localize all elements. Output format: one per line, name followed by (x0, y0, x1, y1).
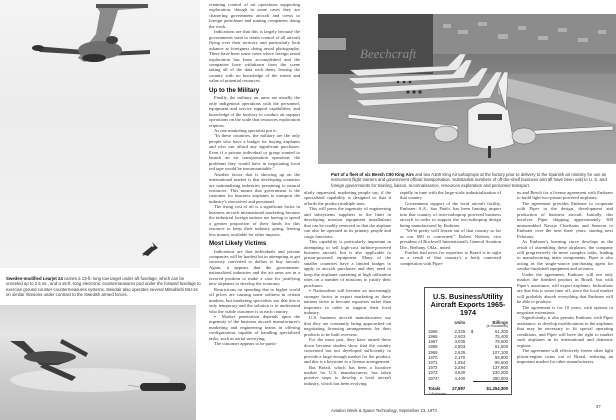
table-row: 1967 3,035 76,500 (428, 339, 508, 345)
paragraph: Indications are that this is largely because the governments want to retain control of all aircraft flying over their territory and particularly look askance at foreigners doing aerial photography. There have been some cases where foreign aerial exploration has been accomplished and the companies have withdrawn from the scene taking all of the data with them, leaving the country with no knowledge of the extent and value of potential resources. (209, 29, 300, 84)
paragraph: "We're pretty well frozen out of that country so far as our 690 is concerned," Robert Nielsen, vice president of Rockwell International's General Aviation Div., Bethany, Okla., noted. (400, 228, 501, 250)
paragraph: rapidly in tune with the large-scale industrialization of that country. (400, 190, 501, 201)
table-totals-row: Totals 27,897 $1,254,300 (428, 381, 508, 391)
exports-table-box (424, 287, 512, 395)
paragraph: "In these countries, the military are the only people who have a budget for buying airplanes and who can afford any significant purchases. Even if a private individual or group wanted to launch an air transportation operation, the problems they would have in negotiating local red tape would be insurmountable." (209, 133, 300, 172)
paragraph: ▪ Nationalism will become an increasingly stronger factor in export marketing as these nations strive to become exporters rather than importers in order to support their local industry. (304, 288, 391, 315)
caption-king-air (331, 172, 615, 188)
tow-target-icon (140, 240, 160, 260)
table-row: 1968 2,803 91,500 (428, 344, 508, 350)
paragraph: The agreement provides Embraer to cooperate with Piper in the design, development and production of business aircraft. Initially, this involves Piper shipping approximately 300 unassembled Navajo Chieftains and Senecas to Embraer over the next three years, starting next February. (517, 200, 613, 239)
caption-learjet-text: carries a 13-ft.-long tow target under aft fuselage, which can be unreeled up to 2.5 mi., and a 15-ft.-long electronic countermeasures pod under the forward fuselage to exercise ground counter-countermeasures systems. Swedair also operates several Mitsubishi MU-2s on similar missions under contract to the Swedish armed forces. (6, 276, 201, 297)
paragraph: The agreement is for 10 years, with options to negotiate extensions. (517, 304, 613, 315)
paragraph: The agreement will effectively freeze other light piston-engine twins out of Brazil, reducing an important market for other manufacturers. (517, 348, 613, 365)
publication-footer: Aviation Week & Space Technology, September 23, 1974 (331, 408, 437, 413)
caption-king-air-bold: Part of a fleet of six Beech C90 King Airs (331, 172, 414, 177)
subheading-most-likely-victims: Most Likely Victims (209, 240, 267, 248)
paragraph: Indications are that individuals and private companies will be hardest hit in attempting to get currency converted to dollars to buy aircraft. Again, it appears that the government-nationalized industries and the air arms are in a favored position to make a case for justifying new airplanes to develop the economy. (209, 248, 300, 287)
article-column-2 (304, 190, 391, 386)
exports-table (428, 320, 508, 391)
caption-learjet-bold: Sweden-modified Learjet 24 (6, 276, 63, 281)
table-footnote: * Estimate (429, 392, 447, 397)
paragraph: Finally, the military air arms are usually the only indigenous operations with the personnel, equipment and service support capabilities, and knowledge of the territory to conduct air support operations on the scale that resources exploration requires. (209, 95, 300, 128)
learjet-tow-photo-icon (0, 0, 200, 268)
paragraph: ns and Beech for a license agreement with Embraer to build light two-piston-powered airplanes. (517, 190, 613, 201)
page-number: 37 (596, 404, 601, 409)
table-row: 1974* 4,400 280,000 (428, 375, 508, 381)
paragraph: Another factor that is showing up on the international market is that developing countries are nationalizing industries pertaining to natural resources. This means that government is the customer for business airplanes to transport the industry's executives and personnel. (209, 171, 300, 204)
table-title-line-1: U.S. Business/Utility (433, 292, 503, 301)
table-row: 1969 2,625 107,100 (428, 349, 508, 355)
table-row: 1971 1,854 95,600 (428, 360, 508, 366)
column-header-units: Units (454, 320, 466, 325)
king-air-fleet-photo-icon (318, 14, 616, 164)
table-title-line-2: Aircraft Exports 1965-1974 (430, 300, 506, 317)
column-header-billings: Billings (492, 320, 508, 325)
subheading-up-to-the-military: Up to the Military (209, 86, 260, 94)
article-column-3 (400, 190, 501, 266)
paragraph: But Brazil, which has been a lucrative market for U.S. manufacturers, has taken positive steps to develop a local aircraft industry, which has been evolving (304, 364, 391, 386)
table-row: 1973 3,630 230,200 (428, 370, 508, 376)
table-title (425, 293, 511, 317)
article-column-1 (209, 2, 300, 347)
table-row: 1965 2,325 $ 61,200 (428, 328, 508, 334)
caption-king-air-text: and two A100 King Air turboprops at the factory prior to delivery to the Spanish air ministry for use as instrument flight trainers and government official transportation. Substantial numbers of off-the-shelf business aircraft have been sold to U. S. and foreign governments for training, liaison, reconnaissance, resources exploration and personnel transport. (331, 172, 607, 188)
paragraph: This will press the ingenuity of engineering and subsystems suppliers to the limit in developing mission equipment installations that can be readily removed so that the airplane can also be operated in its primary people and cargo functions. (304, 206, 391, 239)
paragraph: As one marketing specialist put it: (214, 128, 277, 134)
table-row: 1972 2,284 137,900 (428, 365, 508, 371)
column-subheader-thousands: (in thousands) (486, 324, 508, 329)
paragraph: Significantly, it also permits Embraer, with Piper assistance, to develop modifications to the airplanes that may be necessary to fit special operating conditions, and Piper will have the right to market such airplanes in its international and domestic regions. (517, 315, 613, 348)
paragraph: For the most part, they have turned these down because studies show that the country concerned has not developed sufficiently to provide a large enough market for the product, and this is a keystone to a license arrangement. (304, 337, 391, 365)
paragraph: retaining control of air operations supporting exploration, though in some cases they are chartering government aircraft and crews to foreign petroleum and mining companies doing the work. (209, 2, 300, 29)
learjet-towing-photo-icon (0, 305, 196, 420)
paragraph: The rising cost of oil is a significant factor in business aircraft international marketing because the industrial foreign nations are having to spend a greater proportion of their funds for this resource to keep their industry going, leaving less money available for other imports. (209, 204, 300, 237)
paragraph: ▪ Market penetration depends upon the ingenuity of the business aircraft manufacturer's marketing and engineering teams in offering configurations capable of handling specialized tasks, such as aerial surveying. (209, 314, 300, 341)
caption-learjet (6, 276, 201, 297)
photo-learjet-bottom (0, 305, 196, 420)
paragraph: As Embraer's learning curve develops as the result of assembling these airplanes, the company will progressively do more complex tasks, leading to manufacturing main components. Piper is also acting as the single-source purchasing agent for vendor-furnished equipment and avionics. (517, 239, 613, 272)
paragraph: U.S. business aircraft manufacturers say that they are constantly being approached on negotiating licensing arrangements for their products to be built overseas. (304, 315, 391, 337)
paragraph: Further bad news for exporters to Brazil is in sight as a result of that country's a hotly contested competition with Piper- (400, 249, 501, 266)
paragraph: Under the agreement, Embraer will not only market the finished product in Brazil, but with Piper's assistance, will export airplanes. Indications are that this is some time off, since the local market will probably absorb everything that Embraer will be able to produce. (517, 271, 613, 305)
paragraph: Restrictions on spending due to higher world oil prices are causing some softness in certain markets, but marketing specialists say that this is only temporary and the solution is to understand who the viable customer is in each country. (209, 286, 300, 314)
paragraph: The customer appears to be partic- (214, 341, 278, 347)
paragraph: Government support of the local aircraft facility, Embraer, S.A., Sao Paulo, has been limiting import into that country of twin-turboprop powered business aircraft in order to support the two-turboprop design being manufactured by Embraer. (400, 200, 501, 228)
photo-king-air-fleet (318, 14, 616, 164)
paragraph: This capability is particularly important in attempting to sell high-cost turbine-powered business aircraft, but is also applicable to piston-powered equipment. Many of the smaller countries have a limited budget to apply to aircraft purchases and they need to keep the airplanes operating at high utilization rates on a number of missions to justify their purchases. (304, 239, 391, 288)
table-row: 1966 2,903 75,400 (428, 334, 508, 339)
photo-learjet-top (0, 0, 200, 268)
paragraph: ularly impressed, marketing people say, if the specialized capability is designed so that it affords the product multiple uses. (304, 190, 391, 206)
article-column-4 (517, 190, 613, 365)
table-row: 1970 2,170 98,900 (428, 354, 508, 360)
svg-text:Beechcraft: Beechcraft (360, 46, 417, 61)
